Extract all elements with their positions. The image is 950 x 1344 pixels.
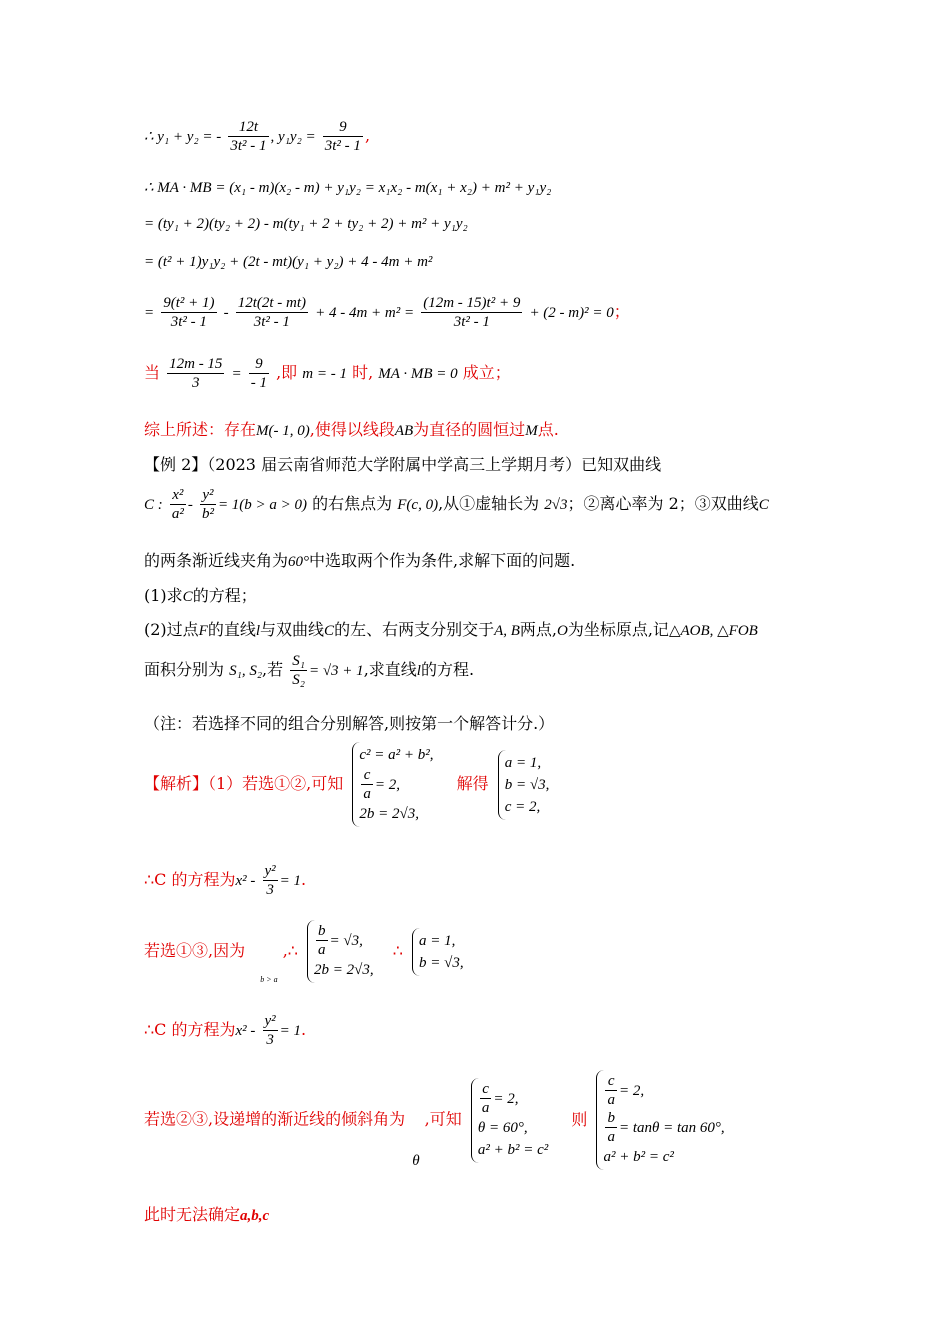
text: ∴C 的方程为	[144, 1020, 236, 1039]
frac-den: S₂	[292, 672, 305, 688]
text: 的方程；	[192, 586, 257, 605]
frac-num: b	[318, 923, 326, 939]
system-row: = tanθ = tan 60°,	[618, 1120, 725, 1136]
frac-num: 12t(2t - mt)	[237, 295, 307, 311]
frac	[228, 118, 268, 155]
text: 若选①③,因为	[144, 941, 246, 960]
question-2	[144, 617, 758, 640]
frac-num: x²	[170, 486, 186, 505]
area-ratio-line	[144, 652, 474, 689]
period: .	[301, 870, 307, 889]
eq-line-5	[144, 294, 630, 331]
eq-part: = 1	[279, 873, 302, 889]
eq-mid: + 4 - 4m + m² =	[315, 305, 415, 321]
system-row: = 2,	[618, 1083, 645, 1099]
final-line	[144, 1202, 269, 1225]
frac-num: S₁	[292, 653, 305, 669]
system-row: a = 1,	[419, 932, 456, 949]
equation-system	[471, 1078, 548, 1163]
frac-num: 12t	[228, 118, 268, 137]
eq-1a: ∴ y₁ + y₂ = -	[144, 129, 222, 145]
frac	[170, 486, 186, 523]
system-row: c = 2,	[504, 798, 541, 815]
eq-part: x² -	[235, 1023, 256, 1039]
eq-line-1	[144, 118, 370, 155]
frac-den: a	[363, 786, 371, 802]
asymptote-line	[144, 548, 575, 571]
result-line-2	[144, 1012, 306, 1049]
system-row: = 2,	[374, 777, 400, 793]
focus-f: F(c, 0)	[397, 497, 439, 513]
system-row: 2b = 2√3,	[314, 962, 374, 978]
text-ji: ,即	[276, 363, 298, 382]
text-when: 当	[144, 363, 161, 382]
text: 中选取两个作为条件,求解下面的问题.	[309, 551, 576, 570]
therefore: ∴	[392, 941, 403, 960]
text: 与双曲线	[260, 620, 325, 639]
condition: = 1(b > a > 0)	[217, 497, 308, 513]
text: ,若	[262, 660, 284, 679]
text: ,求直线	[363, 660, 417, 679]
solution-system	[498, 750, 550, 820]
solution-13	[144, 920, 464, 983]
text: (1)求	[144, 586, 183, 605]
text: 的左、右两支分别交于	[334, 620, 495, 639]
curve-c: C	[324, 623, 335, 639]
frac	[605, 1109, 617, 1146]
text: 为直径的圆恒过	[413, 420, 526, 439]
text: ,从①虚轴长为	[438, 494, 540, 513]
frac-num: 12m - 15	[169, 356, 223, 372]
system-row: b = √3,	[419, 954, 464, 971]
m-value: m = - 1	[302, 366, 347, 382]
frac	[167, 355, 224, 392]
points-ab: A, B	[494, 623, 520, 639]
curve-c: C	[758, 497, 769, 513]
frac	[361, 766, 373, 803]
system-row: = 2,	[493, 1090, 519, 1107]
system-row: a = 1,	[504, 754, 542, 771]
question-1	[144, 583, 257, 606]
frac	[480, 1080, 492, 1117]
triangles: △AOB, △FOB	[668, 623, 758, 639]
system-row: c² = a² + b²,	[359, 747, 434, 763]
eq-line-2: ∴ MA · MB = (x₁ - m)(x₂ - m) + y₁y₂ = x₁x₂ - m(x₁ + x₂) + m² + y₁y₂	[144, 180, 552, 196]
frac-den: 3t² - 1	[170, 314, 207, 330]
eq-line-3: = (ty₁ + 2)(ty₂ + 2) - m(ty₁ + 2 + ty₂ + 2) + m² + y₁y₂	[144, 216, 468, 232]
frac-num: 9	[323, 118, 363, 137]
frac-num: c	[361, 766, 373, 785]
solution-23	[144, 1070, 725, 1170]
text: ,可知	[424, 1109, 462, 1129]
angle: 60°	[288, 554, 310, 570]
point-f: F	[198, 623, 208, 639]
axis-length: 2√3	[544, 497, 568, 513]
text: (2)过点	[144, 620, 199, 639]
minus: -	[223, 305, 229, 321]
text: ,使得以线段	[309, 420, 395, 439]
areas: S₁, S₂	[229, 663, 263, 679]
hyperbola-line	[144, 486, 769, 523]
ratio-value: = √3 + 1	[308, 663, 364, 679]
curve-c: C	[182, 589, 193, 605]
text: 的两条渐近线夹角为	[144, 551, 289, 570]
theta: θ	[412, 1152, 420, 1169]
example-2-title: 【例 2】（2023 届云南省师范大学附属中学高三上学期月考）已知双曲线	[144, 455, 662, 474]
frac	[249, 355, 269, 392]
eq-line-4: = (t² + 1)y₁y₂ + (2t - mt)(y₁ + y₂) + 4 - 4m + m²	[144, 254, 433, 270]
text: ,∴	[282, 941, 298, 960]
equation-system	[307, 920, 374, 983]
text: 的右焦点为	[312, 494, 393, 513]
system-row: θ = 60°,	[477, 1119, 528, 1136]
text: ∴C 的方程为	[144, 870, 236, 889]
text: 此时无法确定	[144, 1205, 241, 1224]
frac-num: (12m - 15)t² + 9	[423, 295, 521, 311]
curve-c: C :	[144, 497, 163, 513]
solution-tag: 【解析】（1）若选①②,可知	[144, 774, 344, 793]
frac-den: a	[318, 942, 326, 958]
point-m: M	[525, 423, 538, 439]
frac-den: 3t² - 1	[324, 138, 361, 154]
text: ；②离心率为 2；③双曲线	[567, 494, 759, 513]
text-shi: 时,	[352, 363, 374, 382]
frac	[161, 294, 216, 331]
frac	[290, 652, 307, 689]
comma: ,	[364, 126, 371, 145]
text: 的方程.	[420, 660, 475, 679]
frac-den: 3t² - 1	[230, 138, 267, 154]
text: 两点,	[519, 620, 557, 639]
segment-ab: AB	[394, 423, 414, 439]
conclusion-line	[144, 417, 559, 440]
eq-end: + (2 - m)² = 0	[529, 305, 614, 321]
eq-sign: =	[231, 366, 242, 382]
text: 的直线	[207, 620, 256, 639]
system-row: 2b = 2√3,	[359, 806, 419, 822]
eq-1b: , y₁y₂ =	[270, 129, 316, 145]
frac	[421, 294, 522, 331]
equation-system	[352, 742, 433, 827]
frac-den: a	[481, 1099, 490, 1116]
line-l: l	[416, 663, 421, 679]
system-row: = √3,	[329, 933, 363, 949]
frac	[316, 922, 328, 959]
semicolon: ；	[613, 302, 630, 321]
period: .	[301, 1020, 307, 1039]
system-row: a² + b² = c²	[477, 1141, 549, 1158]
frac-den: 3	[192, 375, 200, 391]
frac-num: y²	[264, 1013, 276, 1029]
frac-den: a²	[171, 506, 184, 522]
frac-den: b²	[201, 506, 214, 522]
solution-system	[412, 928, 464, 976]
text-then: 则	[571, 1109, 588, 1129]
frac	[605, 1072, 617, 1109]
frac-num: c	[480, 1080, 492, 1099]
system-row: b = √3,	[504, 776, 550, 793]
solution-1	[144, 742, 549, 827]
small-note: b > a	[260, 975, 278, 984]
line-l: l	[255, 623, 261, 639]
origin: O	[557, 623, 568, 639]
frac	[263, 1012, 278, 1049]
frac-num: y²	[264, 863, 276, 879]
frac-den: 3	[266, 882, 274, 898]
frac-den: a	[607, 1092, 615, 1108]
note-line: （注：若选择不同的组合分别解答,则按第一个解答计分.）	[144, 714, 555, 733]
frac-den: a	[607, 1129, 615, 1145]
text: 面积分别为	[144, 660, 225, 679]
frac	[200, 486, 216, 523]
text: 若选②③,设递增的渐近线的倾斜角为	[144, 1109, 406, 1129]
frac-num: b	[607, 1110, 615, 1126]
variables: a,b,c	[240, 1208, 270, 1224]
eq-line-6	[144, 355, 511, 392]
text: 为坐标原点,记	[567, 620, 669, 639]
text-ok: 成立；	[462, 363, 511, 382]
minus: -	[187, 497, 193, 513]
frac-den: 3t² - 1	[453, 314, 490, 330]
result-system	[596, 1070, 724, 1170]
text: 综上所述：存在	[144, 420, 257, 439]
point-m: M(- 1, 0)	[256, 423, 310, 439]
frac-den: - 1	[250, 375, 267, 391]
frac	[263, 862, 278, 899]
frac-den: 3t² - 1	[253, 314, 290, 330]
frac	[323, 118, 363, 155]
text: 点.	[537, 420, 559, 439]
eq-sign: =	[144, 305, 155, 321]
frac-num: 9	[249, 355, 269, 374]
frac-num: c	[605, 1072, 617, 1091]
eq-part: = 1	[279, 1023, 302, 1039]
dot-product: MA · MB = 0	[378, 366, 458, 382]
frac-num: y²	[200, 486, 216, 505]
frac-den: 3	[266, 1032, 274, 1048]
frac	[236, 294, 308, 331]
text-solve: 解得	[456, 774, 489, 793]
eq-part: x² -	[235, 873, 256, 889]
result-line-1	[144, 862, 306, 899]
system-row: a² + b² = c²	[603, 1149, 674, 1165]
frac-num: 9(t² + 1)	[163, 295, 215, 311]
